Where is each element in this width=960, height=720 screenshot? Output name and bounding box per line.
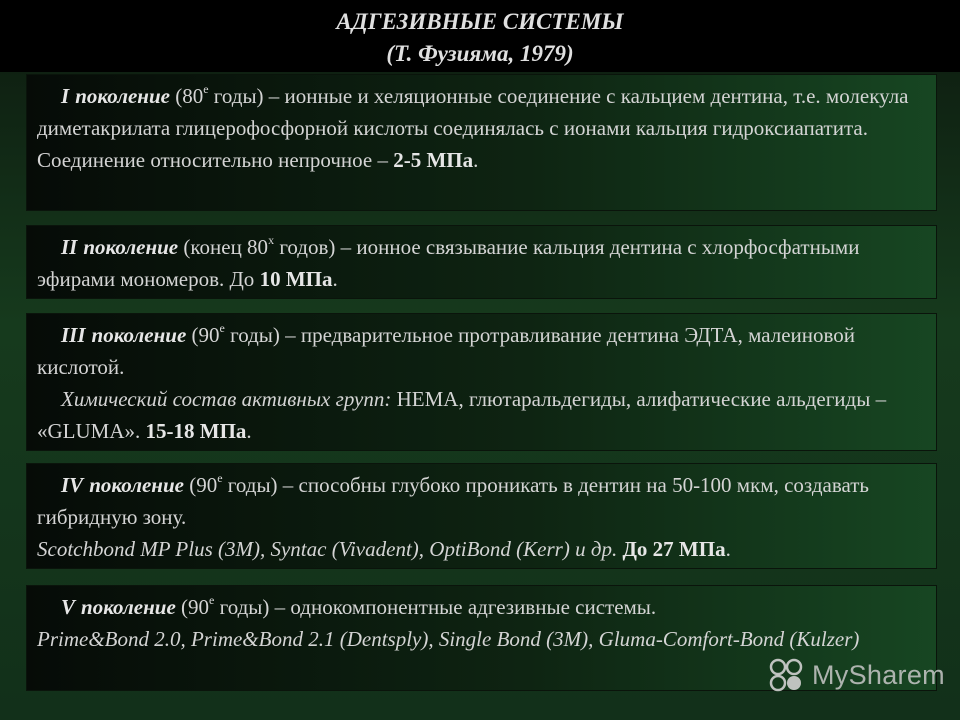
generation-lead: (конец 80 [178, 235, 269, 259]
generation-heading: V поколение [61, 595, 176, 619]
generation-card-4: IV поколение ($90^е$ годы) – способны глубоко проникать в дентин на 50-100 мкм, создавать гибридную зону. Scotchbond MP Plus (3M), Syntac (Vivadent), OptiBond (Kerr) и др. До 27 МПа. [26, 463, 937, 569]
generation-text: годы) – способны глубоко проникать в дентин на 50-100 мкм, создавать гибридную зону. [37, 473, 869, 529]
generation-heading: II поколение [61, 235, 179, 259]
generation-heading: III поколение [61, 323, 187, 347]
generation-heading: I поколение [61, 84, 170, 108]
generation-card-2: II поколение (конец $80^х$ годов) – ионное связывание кальция дентина с хлорфосфатными эфирами мономеров. До 10 МПа. [26, 225, 937, 299]
watermark [768, 655, 945, 695]
generation-lead: (90 [186, 323, 220, 347]
generation-lead: (80 [169, 84, 204, 108]
generation-lead: (90 [175, 595, 210, 619]
generation-text: годы) – предварительное протравливание дентина ЭДТА, малеиновой кислотой. [37, 323, 856, 379]
brand-list: Prime&Bond 2.0, Prime&Bond 2.1 (Dentsply), Single Bond (3M), Gluma-Comfort-Bond (Kulzer) [37, 627, 860, 651]
generation-sup: е [219, 321, 225, 335]
generation-heading: IV поколение [61, 473, 184, 497]
brand-list: Scotchbond MP Plus (3M), Syntac (Vivadent), OptiBond (Kerr) и др. [37, 537, 618, 561]
page-subtitle: (Т. Фузияма, 1979) [386, 41, 574, 66]
watermark-text: MySharem [812, 659, 945, 690]
composition-text: HEMA, глютаральдегиды, алифатические альдегиды – «GLUMA». [37, 387, 887, 443]
composition-label: Химический состав активных групп: [61, 387, 392, 411]
generation-text: годы) – однокомпонентные адгезивные системы. [214, 595, 657, 619]
page-title: АДГЕЗИВНЫЕ СИСТЕМЫ [336, 9, 624, 34]
generation-sup: е [217, 471, 223, 485]
generation-lead: (90 [183, 473, 218, 497]
strength-value: 15-18 МПа [145, 419, 247, 443]
generation-card-1: I поколение ($80^е$ годы) – ионные и хеляционные соединение с кальцием дентина, т.е. молекула диметакрилата глицерофосфорной кислоты соединялась с ионами кальция гидроксиапатита. Соединение относительно непрочное – 2-5 МПа. [26, 74, 937, 211]
mysharem-logo-icon [768, 657, 804, 693]
generation-sup: е [203, 82, 209, 96]
strength-value: 2-5 МПа [393, 148, 474, 172]
generation-text: годы) – ионные и хеляционные соединение с кальцием дентина, т.е. молекула диметакрилата глицерофосфорной кислоты соединялась с ионами кальция гидроксиапатита. Соединение относительно непрочное – [37, 84, 909, 172]
strength-value: До 27 МПа [622, 537, 726, 561]
generation-card-3: III поколение ($90^е$ годы) – предварительное протравливание дентина ЭДТА, малеиновой кислотой. Химический состав активных групп: HEMA, глютаральдегиды, алифатические альдегиды – «GLUMA». 15-18 МПа. [26, 313, 937, 451]
generation-sup: х [268, 233, 275, 247]
strength-value: 10 МПа [259, 267, 333, 291]
generation-sup: е [209, 593, 215, 607]
generation-text: годов) – ионное связывание кальция дентина с хлорфосфатными эфирами мономеров. До [37, 235, 860, 291]
